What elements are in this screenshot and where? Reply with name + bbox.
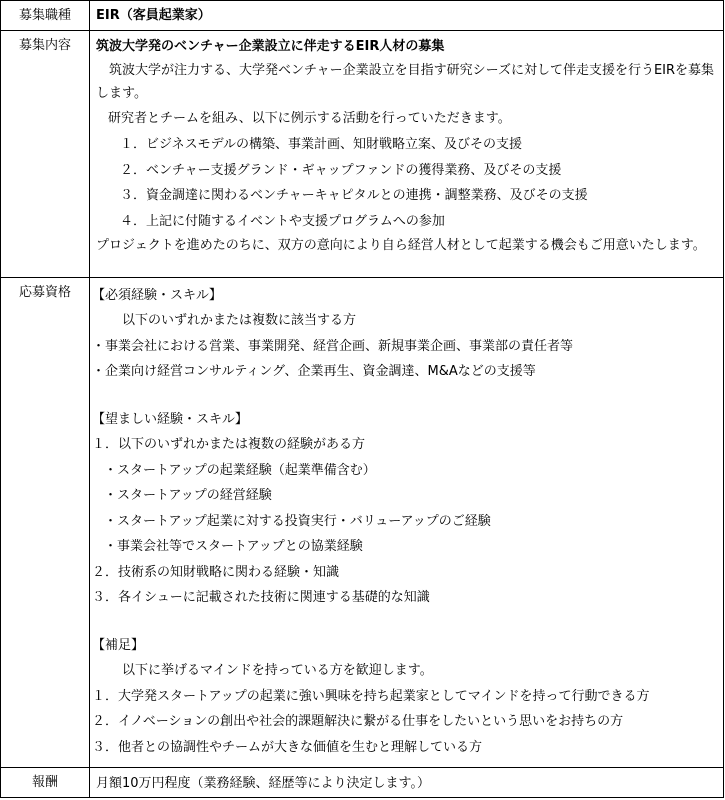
required-item: ・企業向け経営コンサルティング、企業再生、資金調達、M&Aなどの支援等: [92, 364, 536, 380]
preferred-subitem: ・スタートアップ起業に対する投資実行・バリューアップのご経験: [104, 513, 491, 529]
content-label: 募集内容: [18, 38, 71, 54]
compensation-row: [1, 767, 724, 797]
supplement-item: ２．イノベーションの創出や社会的課題解決に繋がる仕事をしたいという思いをお持ちの方: [92, 714, 624, 730]
preferred-subitem: ・スタートアップの経営経験: [104, 488, 272, 504]
supplement-heading: 【補足】: [92, 637, 145, 653]
preferred-subitem: ・スタートアップの起業経験（起業準備含む）: [104, 462, 376, 478]
preferred-item-2: ２．技術系の知財戦略に関わる経験・知識: [92, 564, 340, 580]
preferred-subitem: ・事業会社等でスタートアップとの協業経験: [104, 539, 363, 555]
qualifications-label-cell: [1, 277, 90, 767]
activity-item: ２．ベンチャー支援グランド・ギャップファンドの獲得業務、及びその支援: [120, 162, 562, 178]
job-type-value: EIR（客員起業家）: [96, 8, 211, 23]
content-label-cell: [1, 31, 90, 278]
content-title: 筑波大学発のベンチャー企業設立に伴走するEIR人材の募集: [96, 39, 445, 55]
content-value-cell: [90, 31, 724, 278]
job-type-label: 募集職種: [18, 8, 71, 23]
content-closing: プロジェクトを進めたのちに、双方の意向により自ら経営人材として起業する機会もご用意いたします。: [96, 238, 706, 254]
compensation-value-cell: [90, 767, 724, 797]
compensation-label: 報酬: [31, 774, 58, 790]
qualifications-label: 応募資格: [18, 284, 71, 300]
content-row: [1, 31, 724, 278]
spacer: [92, 385, 717, 407]
compensation-label-cell: [1, 767, 90, 797]
preferred-heading: 【望ましい経験・スキル】: [92, 411, 248, 427]
activity-item: ３．資金調達に関わるベンチャーキャピタルとの連携・調整業務、及びその支援: [120, 188, 588, 204]
activity-item: １．ビジネスモデルの構築、事業計画、知財戦略立案、及びその支援: [120, 137, 522, 153]
supplement-item: １．大学発スタートアップの起業に強い興味を持ち起業家としてマインドを持って行動できる方: [92, 688, 650, 704]
qualifications-row: [1, 277, 724, 767]
content-intro: 筑波大学が注力する、大学発ベンチャー企業設立を目指す研究シーズに対して伴走支援を行うEIRを募集します。: [96, 63, 715, 102]
job-type-row: [1, 1, 724, 31]
supplement-item: ３．他者との協調性やチームが大きな価値を生むと理解している方: [92, 739, 483, 755]
qualifications-value-cell: [90, 277, 724, 767]
preferred-item-3: ３．各イシューに記載された技術に関連する基礎的な知識: [92, 590, 430, 606]
supplement-lead: 以下に挙げるマインドを持っている方を歓迎します。: [122, 663, 433, 679]
preferred-item-1: １．以下のいずれかまたは複数の経験がある方: [92, 437, 366, 453]
required-lead: 以下のいずれかまたは複数に該当する方: [122, 313, 357, 329]
spacer: [92, 611, 717, 633]
content-lead: 研究者とチームを組み、以下に例示する活動を行っていただきます。: [108, 111, 511, 127]
required-item: ・事業会社における営業、事業開発、経営企画、新規事業企画、事業部の責任者等: [92, 338, 574, 354]
job-type-label-cell: [1, 1, 90, 31]
job-type-value-cell: [90, 1, 724, 31]
required-heading: 【必須経験・スキル】: [92, 287, 222, 303]
compensation-value: 月額10万円程度（業務経験、経歴等により決定します。）: [96, 775, 431, 791]
activity-item: ４．上記に付随するイベントや支援プログラムへの参加: [120, 213, 445, 229]
